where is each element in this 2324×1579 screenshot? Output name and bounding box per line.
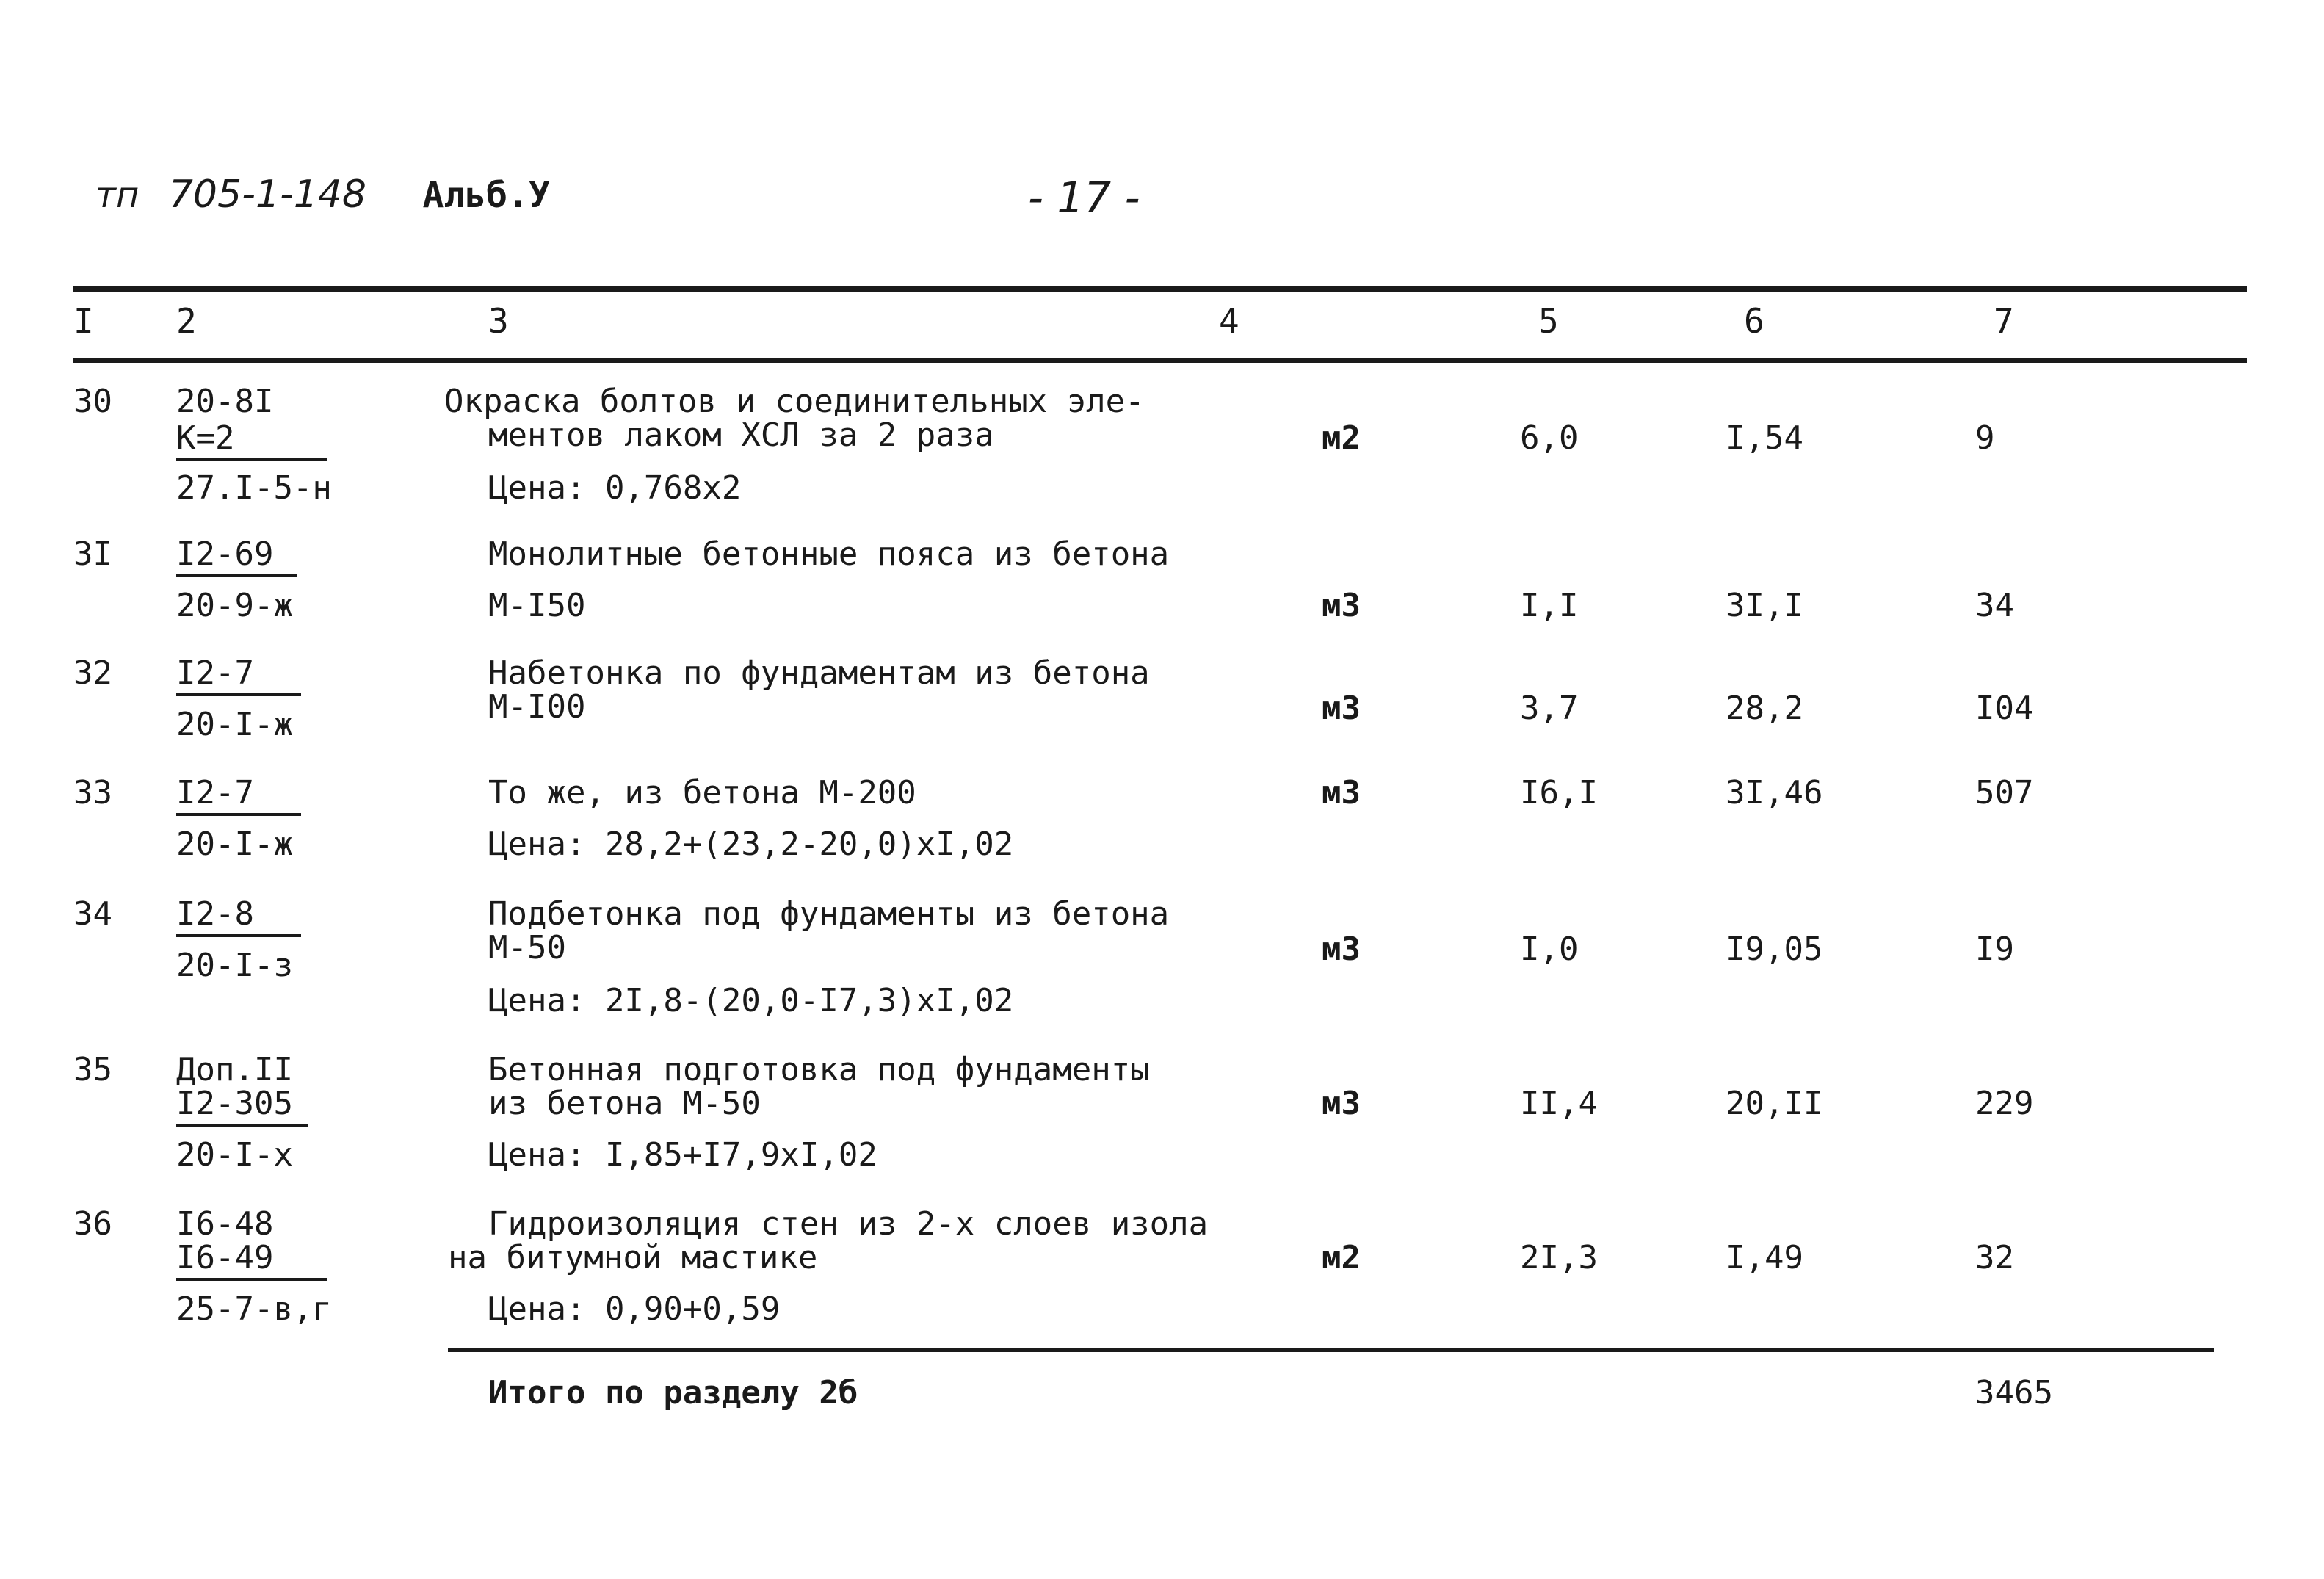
supplement-reference: Доп.II [176, 1051, 293, 1088]
work-description: Гидроизоляция стен из 2-х слоев изола [488, 1205, 1209, 1243]
quantity: 2I,3 [1520, 1239, 1598, 1276]
summary-rule [448, 1348, 2214, 1352]
unit-price: 3I,I [1726, 587, 1803, 624]
norm-code: I6-49 [176, 1240, 327, 1281]
col-header-2: 2 [176, 301, 197, 341]
unit: м3 [1322, 587, 1361, 624]
header-top-rule [73, 286, 2247, 292]
row-number: 34 [73, 895, 112, 933]
price-reference: 27.I-5-н [176, 469, 332, 507]
price-formula: Цена: 28,2+(23,2-20,0)хI,02 [488, 825, 1014, 863]
norm-code: I2-305 [176, 1085, 308, 1127]
price-reference: 20-9-ж [176, 587, 293, 624]
col-header-5: 5 [1538, 301, 1559, 341]
row-number: 32 [73, 654, 112, 692]
section-total-value: 3465 [1975, 1374, 2053, 1412]
work-description: ментов лаком ХСЛ за 2 раза [488, 416, 994, 454]
unit: м2 [1322, 419, 1361, 457]
total-cost: I04 [1975, 690, 2034, 727]
quantity: I6,I [1520, 774, 1598, 812]
page-number: - 17 - [1028, 173, 1140, 223]
work-description: М-I00 [488, 688, 586, 726]
price-formula: Цена: 0,768х2 [488, 469, 742, 507]
unit-price: 20,II [1726, 1085, 1823, 1122]
work-description: Бетонная подготовка под фундаменты [488, 1051, 1150, 1088]
col-header-7: 7 [1994, 301, 2014, 341]
total-cost: 9 [1975, 419, 1995, 457]
work-description: на битумной мастике [448, 1239, 818, 1276]
row-number: 3I [73, 535, 112, 573]
work-description: Окраска болтов и соединительных эле- [444, 383, 1145, 420]
total-cost: I9 [1975, 931, 2014, 968]
row-number: 35 [73, 1051, 112, 1088]
doc-code [95, 173, 550, 217]
work-description: М-I50 [488, 587, 586, 624]
col-header-3: 3 [488, 301, 509, 341]
unit: м3 [1322, 690, 1361, 727]
doc-code-prefix: тп [95, 175, 140, 216]
unit-price: 3I,46 [1726, 774, 1823, 812]
price-formula: Цена: I,85+I7,9хI,02 [488, 1136, 877, 1174]
norm-code: 20-8I [176, 383, 274, 420]
price-reference: 20-I-ж [176, 706, 293, 743]
col-header-1: I [73, 301, 94, 341]
row-number: 36 [73, 1205, 112, 1243]
work-description: То же, из бетона М-200 [488, 774, 916, 812]
work-description: Монолитные бетонные пояса из бетона [488, 535, 1170, 573]
norm-code: I2-7 [176, 655, 301, 696]
section-total-label: Итого по разделу 2б [488, 1374, 858, 1412]
work-description: М-50 [488, 929, 566, 966]
price-formula: Цена: 0,90+0,59 [488, 1290, 781, 1328]
norm-code: I6-48 [176, 1205, 274, 1243]
unit-price: I,54 [1726, 419, 1803, 457]
album-label: Альб.У [422, 175, 550, 216]
total-cost: 32 [1975, 1239, 2014, 1276]
unit-price: 28,2 [1726, 690, 1803, 727]
price-reference: 20-I-х [176, 1136, 293, 1174]
unit: м2 [1322, 1239, 1361, 1276]
price-reference: 20-I-з [176, 947, 293, 984]
unit: м3 [1322, 774, 1361, 812]
header-bottom-rule [73, 358, 2247, 363]
norm-code: I2-8 [176, 896, 301, 937]
norm-code: I2-69 [176, 536, 297, 577]
work-description: Набетонка по фундаментам из бетона [488, 654, 1150, 692]
row-number: 33 [73, 774, 112, 812]
price-reference: 20-I-ж [176, 825, 293, 863]
col-header-6: 6 [1744, 301, 1764, 341]
doc-code-handwritten: 705-1-148 [168, 173, 366, 217]
unit-price: I,49 [1726, 1239, 1803, 1276]
price-formula: Цена: 2I,8-(20,0-I7,3)хI,02 [488, 982, 1014, 1019]
total-cost: 229 [1975, 1085, 2034, 1122]
norm-code-coefficient: K=2 [176, 420, 327, 461]
quantity: I,0 [1520, 931, 1579, 968]
col-header-4: 4 [1219, 301, 1239, 341]
total-cost: 34 [1975, 587, 2014, 624]
row-number: 30 [73, 383, 112, 420]
unit: м3 [1322, 1085, 1361, 1122]
unit: м3 [1322, 931, 1361, 968]
quantity: 3,7 [1520, 690, 1579, 727]
quantity: I,I [1520, 587, 1579, 624]
work-description: из бетона М-50 [488, 1085, 761, 1122]
unit-price: I9,05 [1726, 931, 1823, 968]
work-description: Подбетонка под фундаменты из бетона [488, 895, 1170, 933]
total-cost: 507 [1975, 774, 2034, 812]
norm-code: I2-7 [176, 775, 301, 816]
price-reference: 25-7-в,г [176, 1290, 332, 1328]
quantity: II,4 [1520, 1085, 1598, 1122]
quantity: 6,0 [1520, 419, 1579, 457]
